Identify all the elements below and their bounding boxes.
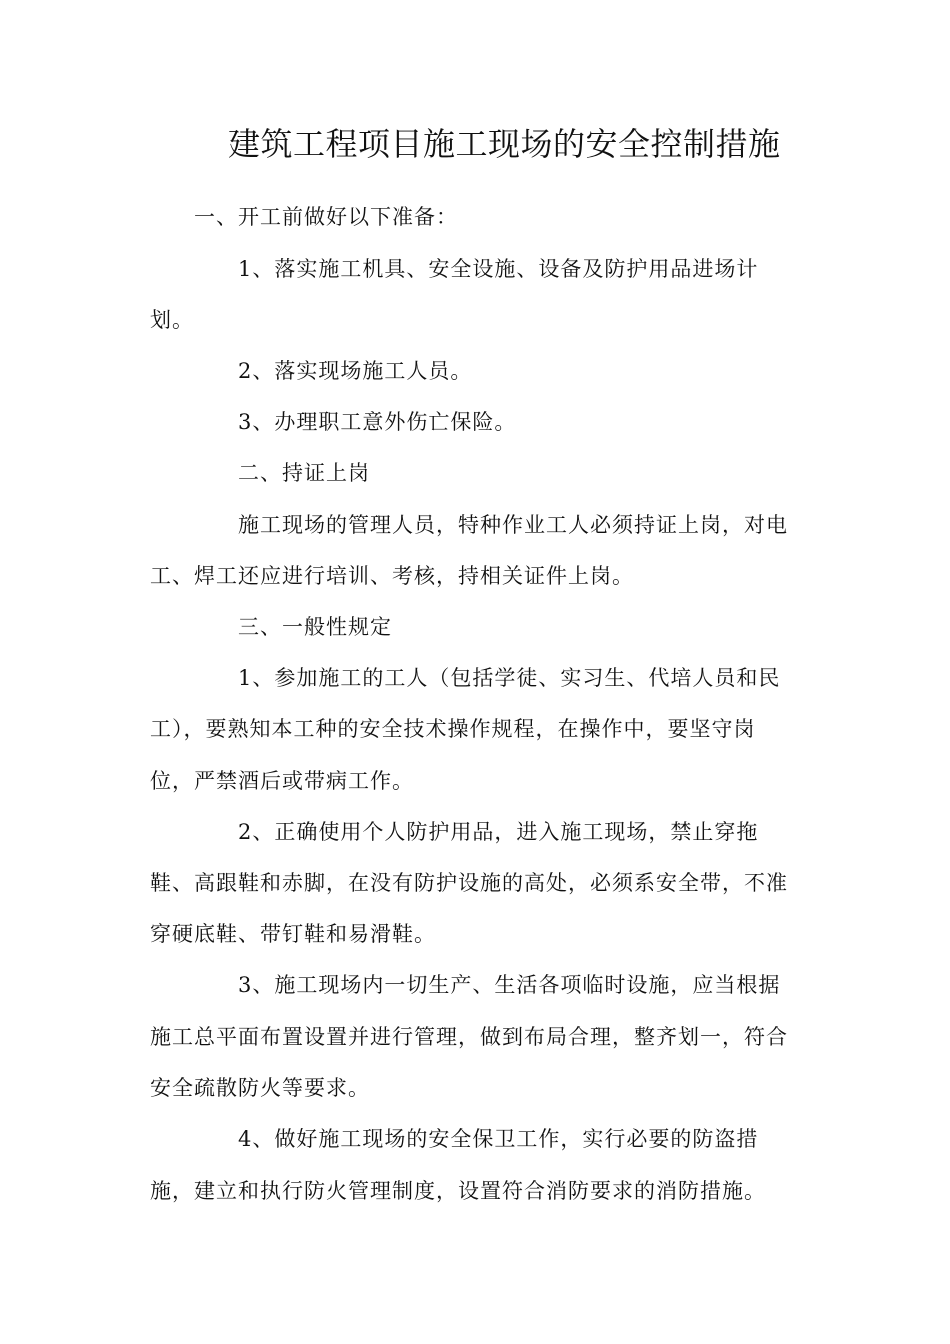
paragraph-line: 施，建立和执行防火管理制度，设置符合消防要求的消防措施。: [150, 1179, 766, 1203]
paragraph-line: 安全疏散防火等要求。: [150, 1076, 370, 1100]
paragraph-line: 2、正确使用个人防护用品，进入施工现场，禁止穿拖: [238, 820, 759, 844]
paragraph-line: 工、焊工还应进行培训、考核，持相关证件上岗。: [150, 564, 634, 588]
section-heading-preparation: 一、开工前做好以下准备：: [194, 205, 458, 229]
section-heading-certification: 二、持证上岗: [238, 461, 370, 485]
paragraph-line: 施工总平面布置设置并进行管理，做到布局合理，整齐划一，符合: [150, 1025, 788, 1049]
paragraph-line: 鞋、高跟鞋和赤脚，在没有防护设施的高处，必须系安全带，不准: [150, 871, 788, 895]
paragraph-line: 施工现场的管理人员，特种作业工人必须持证上岗，对电: [238, 513, 788, 537]
section-heading-general-rules: 三、一般性规定: [238, 615, 392, 639]
paragraph-line: 3、办理职工意外伤亡保险。: [238, 410, 517, 434]
paragraph-line: 4、做好施工现场的安全保卫工作，实行必要的防盗措: [238, 1127, 759, 1151]
paragraph-line: 工），要熟知本工种的安全技术操作规程，在操作中，要坚守岗: [150, 717, 756, 741]
paragraph-line: 1、参加施工的工人（包括学徒、实习生、代培人员和民: [238, 666, 781, 690]
document-title: 建筑工程项目施工现场的安全控制措施: [228, 125, 781, 163]
paragraph-line: 位，严禁酒后或带病工作。: [150, 769, 414, 793]
paragraph-line: 划。: [150, 308, 194, 332]
paragraph-line: 2、落实现场施工人员。: [238, 359, 473, 383]
paragraph-line: 穿硬底鞋、带钉鞋和易滑鞋。: [150, 922, 436, 946]
paragraph-line: 1、落实施工机具、安全设施、设备及防护用品进场计: [238, 257, 759, 281]
paragraph-line: 3、施工现场内一切生产、生活各项临时设施，应当根据: [238, 973, 781, 997]
